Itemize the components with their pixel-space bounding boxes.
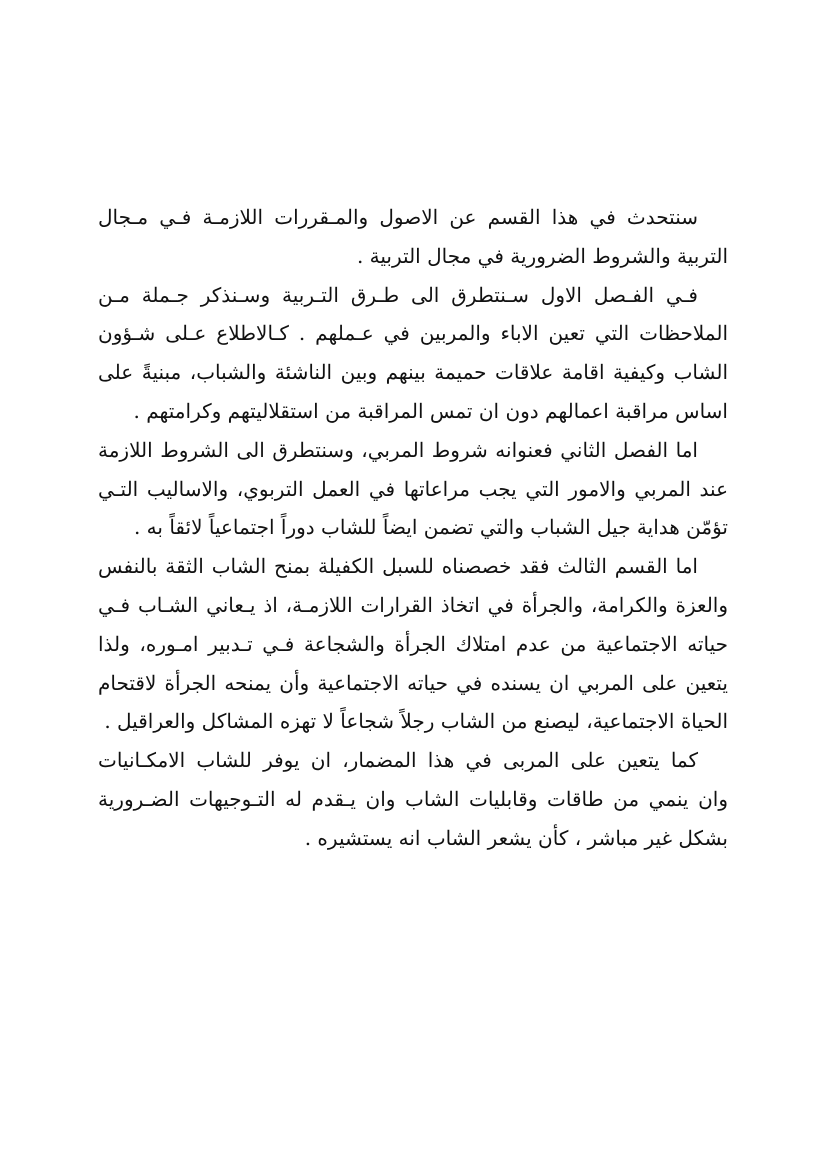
paragraph-5-line-2: وان ينمي من طاقات وقابليات الشاب وان يـقدم له التـوجيهات الضـرورية [98, 786, 728, 811]
paragraph-4-line-1: اما القسم الثالث فقد خصصناه للسبل الكفيلة بمنح الشاب الثقة بالنفس [98, 554, 698, 579]
paragraph-5-line-3: بشكل غير مباشر ، كأن يشعر الشاب انه يستشيره . [304, 825, 728, 850]
paragraph-2-line-1: فـي الفـصل الاول سـنتطرق الى طـرق التـربية وسـنذكر جـملة مـن [98, 282, 698, 307]
paragraph-3-line-3: تؤمّن هداية جيل الشباب والتي تضمن ايضاً للشاب دوراً اجتماعياً لائقاً به . [133, 515, 728, 540]
body-text [98, 198, 728, 858]
paragraph-2-line-2: الملاحظات التي تعين الاباء والمربين في عـملهم . كـالاطلاع عـلى شـؤون [98, 321, 728, 346]
paragraph-2-line-3: الشاب وكيفية اقامة علاقات حميمة بينهم وبين الناشئة والشباب، مبنيةً على [98, 360, 728, 385]
paragraph-4-line-3: حياته الاجتماعية من عدم امتلاك الجرأة والشجاعة فـي تـدبير امـوره، ولذا [98, 631, 728, 656]
paragraph-3-line-2: عند المربي والامور التي يجب مراعاتها في العمل التربوي، والاساليب التـي [98, 476, 728, 501]
paragraph-4-line-5: الحياة الاجتماعية، ليصنع من الشاب رجلاً شجاعاً لا تهزه المشاكل والعراقيل . [104, 709, 728, 734]
paragraph-4-line-4: يتعين على المربي ان يسنده في حياته الاجتماعية وأن يمنحه الجرأة لاقتحام [98, 670, 728, 695]
paragraph-1-line-2: التربية والشروط الضرورية في مجال التربية . [356, 243, 728, 268]
paragraph-1-line-1: سنتحدث في هذا القسم عن الاصول والمـقررات اللازمـة فـي مـجال [98, 205, 698, 229]
paragraph-5-line-1: كما يتعين على المربى في هذا المضمار، ان يوفر للشاب الامكـانيات [98, 748, 698, 773]
paragraph-2-line-4: اساس مراقبة اعمالهم دون ان تمس المراقبة من استقلاليتهم وكرامتهم . [133, 398, 728, 423]
paragraph-3-line-1: اما الفصل الثاني فعنوانه شروط المربي، وسنتطرق الى الشروط اللازمة [98, 437, 698, 462]
paragraph-4-line-2: والعزة والكرامة، والجرأة في اتخاذ القرارات اللازمـة، اذ يـعاني الشـاب فـي [98, 592, 728, 617]
